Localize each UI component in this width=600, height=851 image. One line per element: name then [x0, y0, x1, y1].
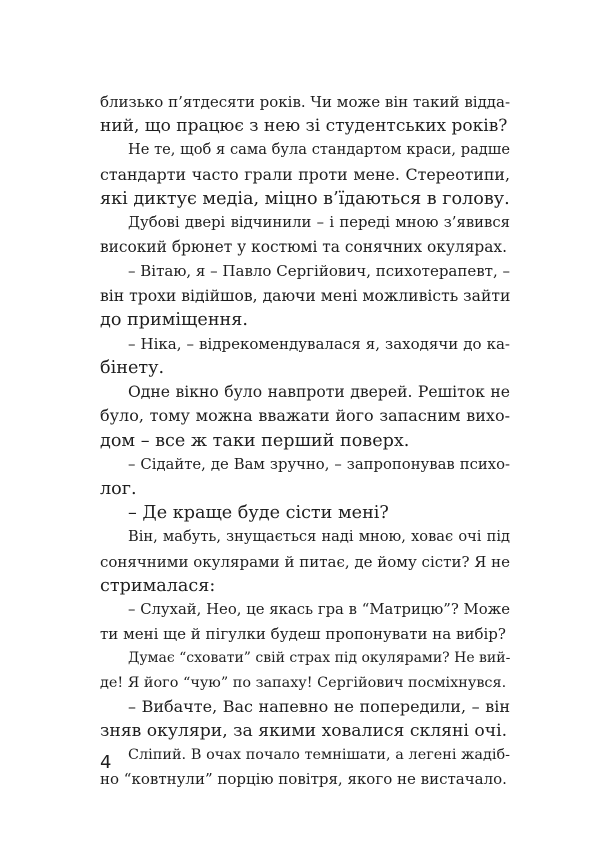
- body-text: [100, 90, 510, 791]
- text-line: Дубові двері відчинили – і переді мною з’явився: [128, 213, 510, 231]
- text-line: Він, мабуть, знущається наді мною, ховає очі під: [128, 528, 510, 546]
- text-line: близько п’ятдесяти років. Чи може він такий відда-: [100, 93, 511, 111]
- text-line: ти мені ще й пігулки будеш пропонувати на вибір?: [100, 625, 506, 644]
- text-line: Сліпий. В очах почало темнішати, а легені жадіб-: [128, 747, 510, 764]
- text-line: зняв окуляри, за якими ховалися скляні очі.: [100, 720, 508, 741]
- text-line: стрималася:: [100, 575, 216, 596]
- text-line: Думає “сховати” свій страх під окулярами? Не вий-: [128, 650, 511, 667]
- text-line: – Слухай, Нео, це якась гра в “Матрицю”? Може: [128, 600, 510, 618]
- text-line: які диктує медіа, міцно в’їдаються в голову.: [100, 188, 510, 209]
- text-line: – Вибачте, Вас напевно не попередили, – він: [128, 696, 510, 716]
- text-line: дом – все ж таки перший поверх.: [100, 430, 410, 451]
- text-line: – Вітаю, я – Павло Сергійович, психотерапевт, –: [128, 262, 511, 281]
- text-line: було, тому можна вважати його запасним вихо-: [100, 406, 510, 426]
- text-line: високий брюнет у костюмі та сонячних окулярах.: [100, 238, 508, 257]
- text-line: но “ковтнули” порцію повітря, якого не вистачало.: [100, 770, 507, 789]
- page-number: 4: [100, 752, 112, 773]
- text-line: – Ніка, – відрекомендувалася я, заходячи до ка-: [128, 334, 510, 353]
- text-line: Одне вікно було навпроти дверей. Решіток не: [128, 383, 510, 402]
- text-line: до приміщення.: [100, 309, 248, 330]
- text-line: він трохи відійшов, даючи мені можливість зайти: [100, 286, 511, 305]
- text-line: – Сідайте, де Вам зручно, – запропонував психо-: [128, 455, 510, 473]
- text-line: сонячними окулярами й питає, де йому сісти? Я не: [100, 552, 511, 571]
- text-line: Не те, щоб я сама була стандартом краси, радше: [128, 141, 510, 159]
- text-line: – Де краще буде сісти мені?: [128, 503, 389, 524]
- text-line: ний, що працює з нею зі студентських років?: [100, 116, 508, 137]
- text-line: стандарти часто грали проти мене. Стереотипи,: [100, 164, 510, 184]
- text-line: де! Я його “чую” по запаху! Сергійович посміхнувся.: [100, 674, 507, 691]
- text-line: бінету.: [100, 358, 165, 379]
- text-line: лог.: [100, 479, 137, 499]
